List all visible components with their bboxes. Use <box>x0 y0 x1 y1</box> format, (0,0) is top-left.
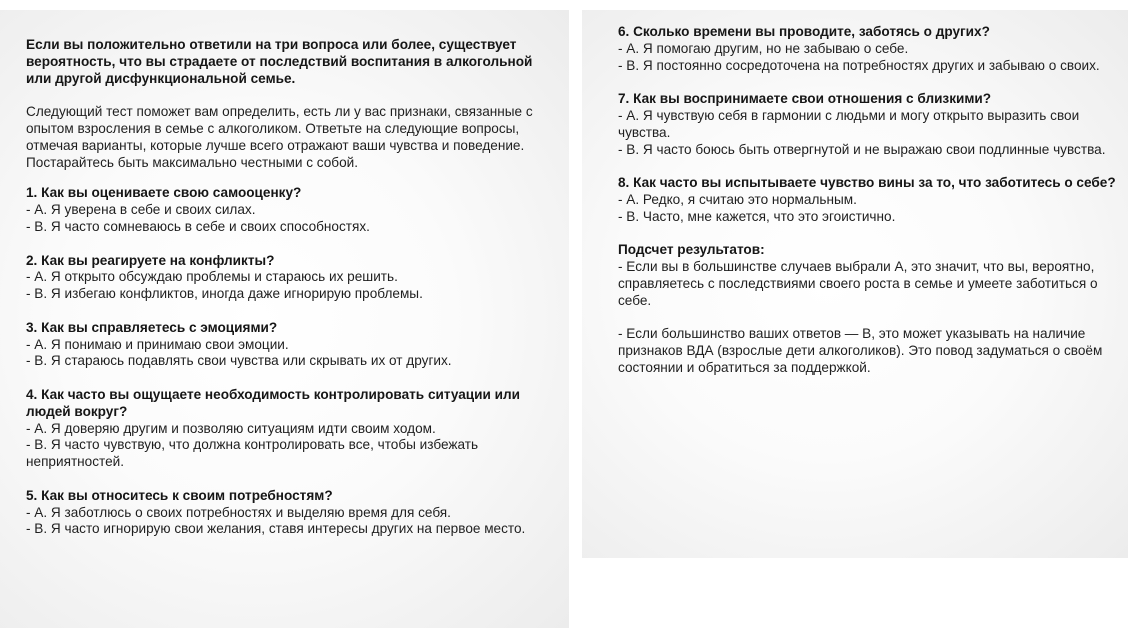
option-b: - В. Я часто игнорирую свои желания, ставя интересы других на первое место. <box>26 521 526 537</box>
question-title: 1. Как вы оцениваете свою самооценку? <box>26 185 302 201</box>
results-title: Подсчет результатов: <box>618 242 765 258</box>
question-7 <box>618 91 1118 158</box>
question-title: 3. Как вы справляетесь с эмоциями? <box>26 319 278 335</box>
option-b: - В. Я постоянно сосредоточена на потребностях других и забываю о своих. <box>618 57 1100 73</box>
option-a: - А. Я доверяю другим и позволяю ситуациям идти своим ходом. <box>26 420 436 436</box>
option-a: - А. Редко, я считаю это нормальным. <box>618 191 857 207</box>
option-b: - В. Я часто боюсь быть отвергнутой и не выражаю свои подлинные чувства. <box>618 141 1106 157</box>
option-a: - А. Я открыто обсуждаю проблемы и стараюсь их решить. <box>26 269 398 285</box>
option-a: - А. Я помогаю другим, но не забываю о себе. <box>618 40 909 56</box>
question-8 <box>618 175 1118 225</box>
question-title: 8. Как часто вы испытываете чувство вины за то, что заботитесь о себе? <box>618 175 1116 191</box>
question-title: 6. Сколько времени вы проводите, заботясь о других? <box>618 24 990 39</box>
intro-text: Следующий тест поможет вам определить, есть ли у вас признаки, связанные с опытом взросления в семье с алкоголиком. Ответьте на следующие вопросы, отмечая варианты, которые лучше всего отражают ваши чувства и поведение. Постарайтесь быть максимально честными с собой. <box>26 104 533 170</box>
option-b: - В. Я избегаю конфликтов, иногда даже игнорирую проблемы. <box>26 286 423 302</box>
question-2 <box>26 253 553 303</box>
option-b: - В. Я часто сомневаюсь в себе и своих способностях. <box>26 218 370 234</box>
option-a: - А. Я уверена в себе и своих силах. <box>26 202 256 218</box>
question-title: 2. Как вы реагируете на конфликты? <box>26 252 275 268</box>
left-card <box>0 10 569 628</box>
right-card <box>582 10 1128 558</box>
option-b: - В. Часто, мне кажется, что это эгоистично. <box>618 208 896 224</box>
option-a: - А. Я чувствую себя в гармонии с людьми и могу открыто выразить свои чувства. <box>618 107 1080 140</box>
question-title: 5. Как вы относитесь к своим потребностям? <box>26 487 333 503</box>
results-section <box>618 242 1118 376</box>
question-3 <box>26 320 553 370</box>
option-b: - В. Я стараюсь подавлять свои чувства или скрывать их от других. <box>26 353 452 369</box>
question-title: 7. Как вы воспринимаете свои отношения с близкими? <box>618 91 992 107</box>
question-1 <box>26 185 553 235</box>
question-5 <box>26 488 553 538</box>
option-a: - А. Я понимаю и принимаю свои эмоции. <box>26 336 289 352</box>
option-a: - А. Я заботлюсь о своих потребностях и выделяю время для себя. <box>26 504 451 520</box>
result-b-text: - Если большинство ваших ответов — В, это может указывать на наличие признаков ВДА (взрослые дети алкоголиков). Это повод задуматься о своём состоянии и обратиться за поддержкой. <box>618 326 1103 375</box>
result-a-text: - Если вы в большинстве случаев выбрали А, это значит, что вы, вероятно, справляетесь с последствиями своего роста в семье и умеете заботиться о себе. <box>618 259 1098 308</box>
question-title: 4. Как часто вы ощущаете необходимость контролировать ситуации или людей вокруг? <box>26 386 520 419</box>
option-b: - В. Я часто чувствую, что должна контролировать все, чтобы избежать неприятностей. <box>26 437 479 470</box>
question-4 <box>26 387 553 471</box>
intro-heading: Если вы положительно ответили на три вопроса или более, существует вероятность, что вы страдаете от последствий воспитания в алкогольной или другой дисфункциональной семье. <box>26 37 533 86</box>
question-6 <box>618 24 1118 74</box>
